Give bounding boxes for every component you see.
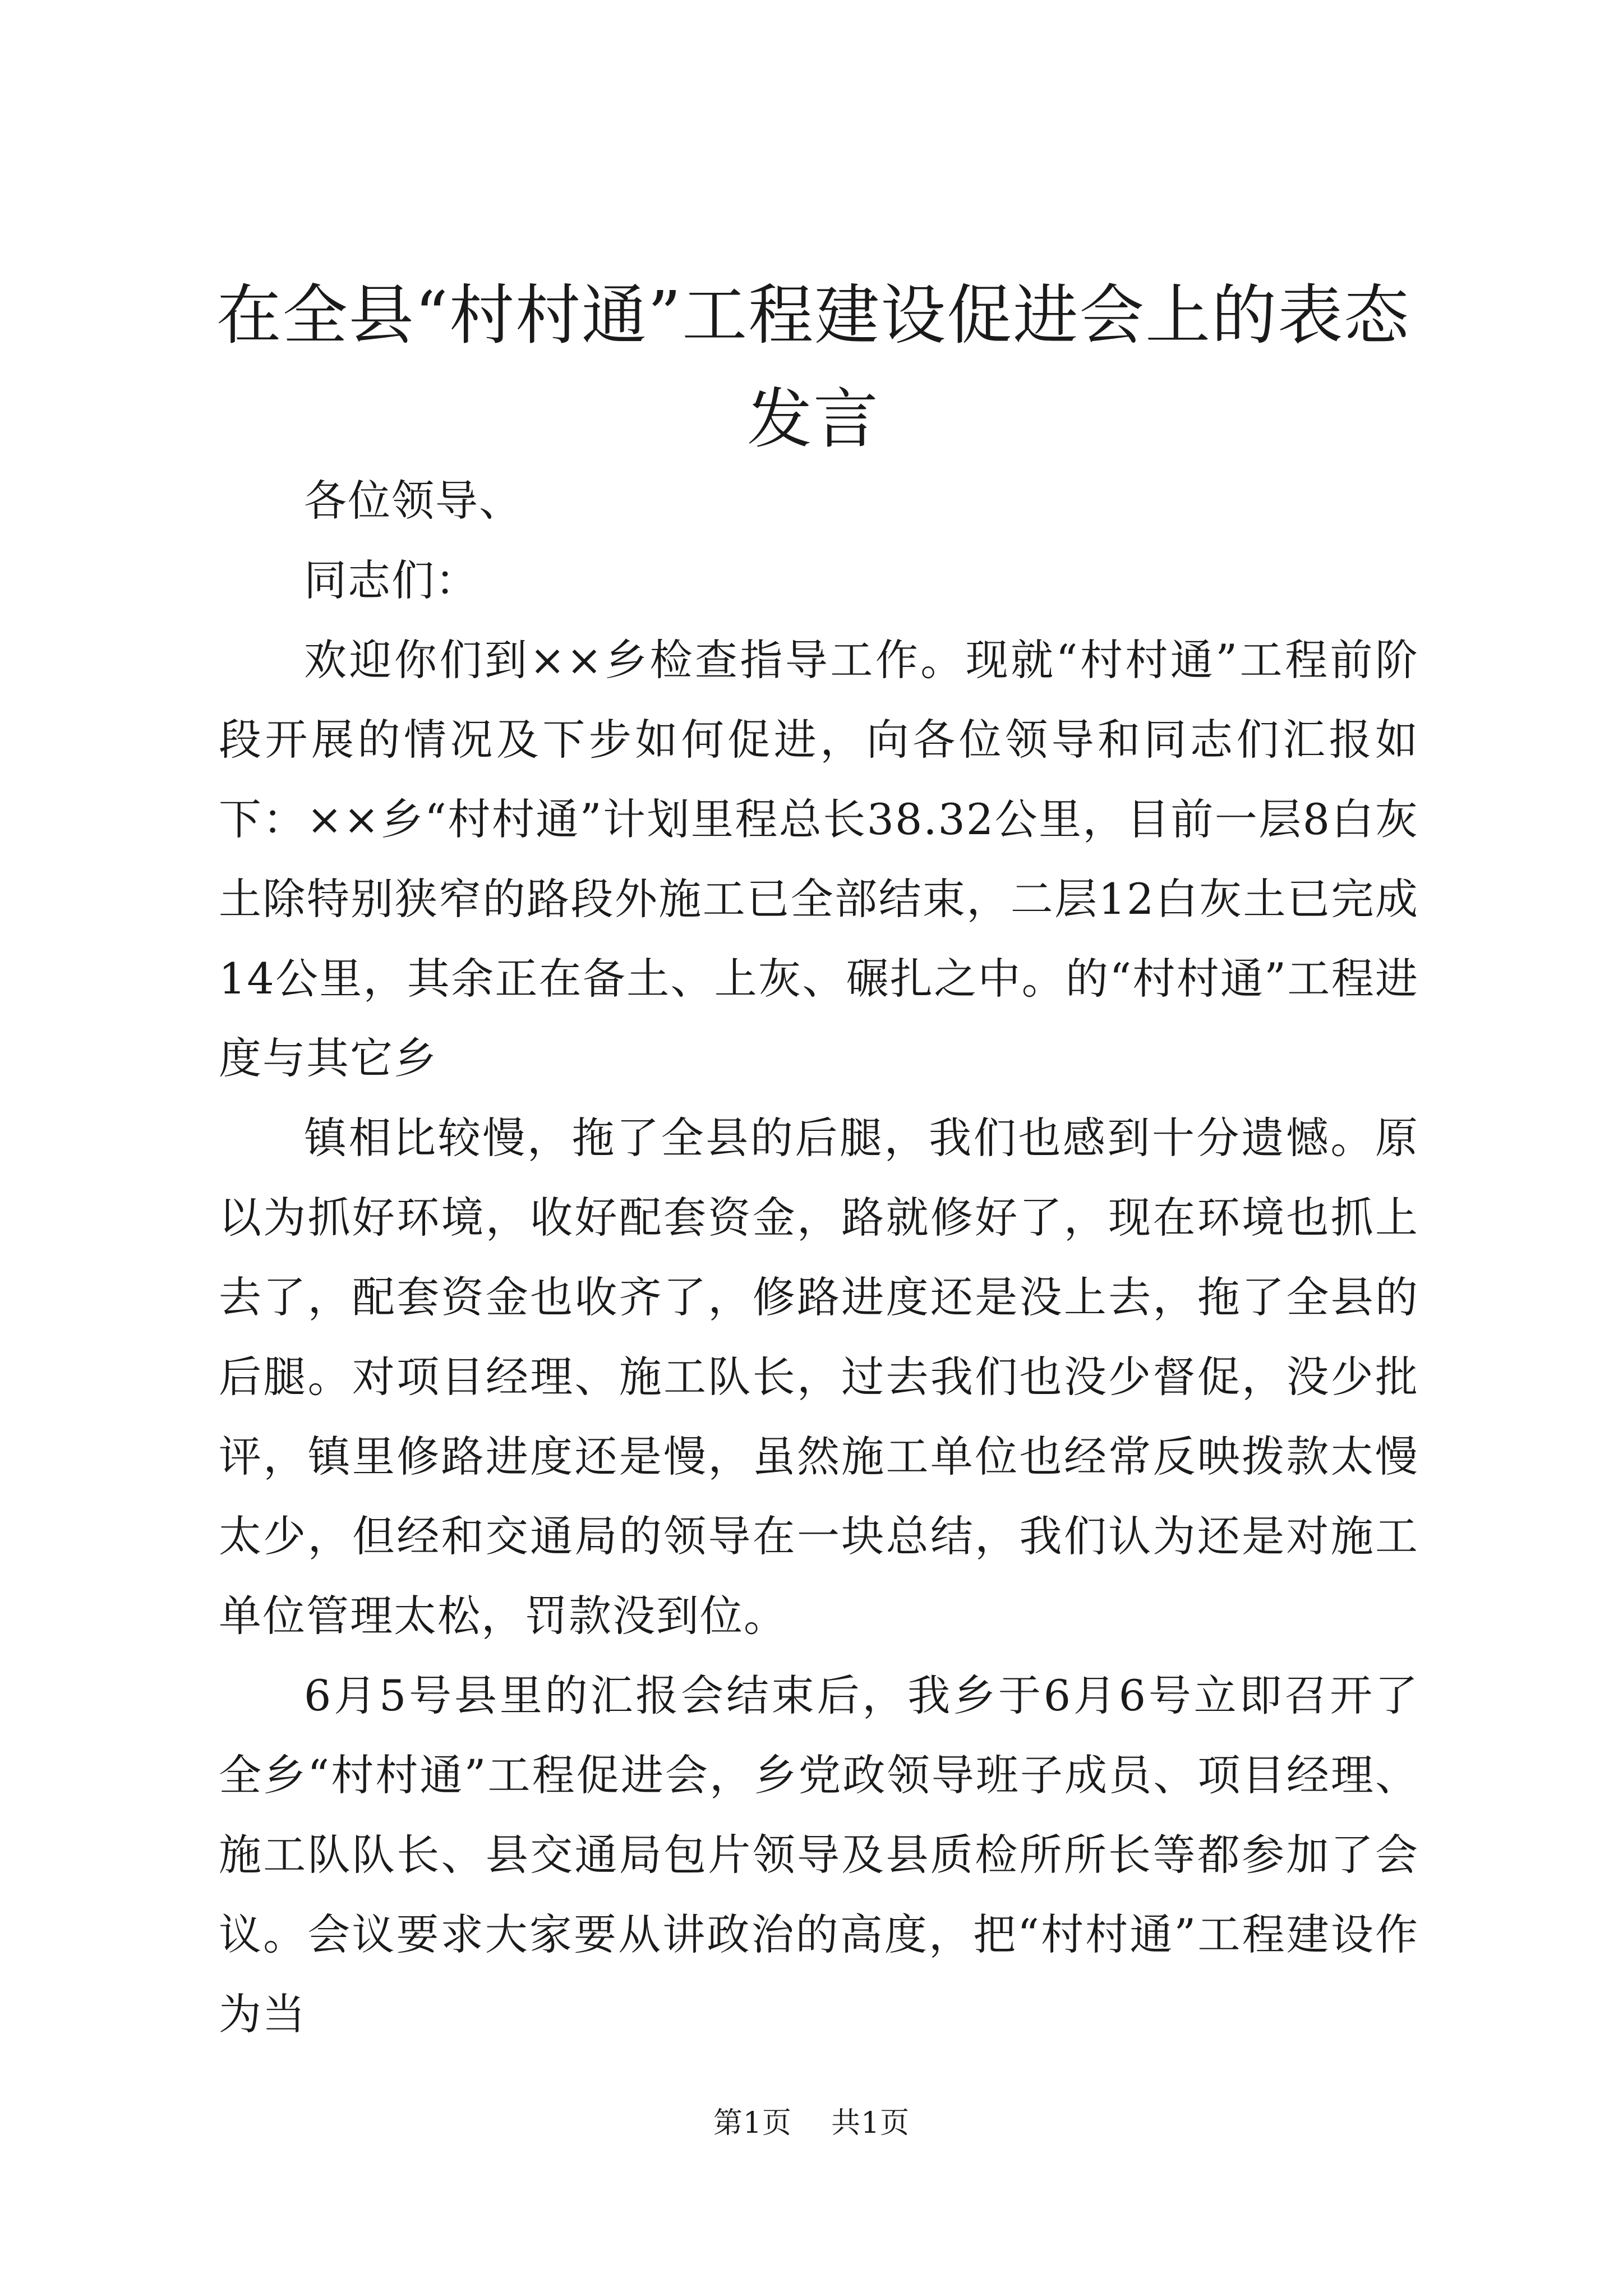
page-number: 第1页 <box>713 2106 792 2140</box>
page-footer <box>0 2104 1623 2143</box>
paragraph-welcome-report: 欢迎你们到××乡检查指导工作。现就“村村通”工程前阶段开展的情况及下步如何促进，向各位领导和同志们汇报如下：××乡“村村通”计划里程总长38.32公里，目前一层8白灰土除特别狭窄的路段外施工已全部结束，二层12白灰土已完成14公里，其余正在备土、上灰、碾扎之中。的“村村通”工程进度与其它乡 <box>219 635 1419 1083</box>
document-title: 在全县“村村通”工程建设促进会上的表态发言 <box>216 278 1410 457</box>
page-total: 共1页 <box>831 2106 910 2140</box>
paragraph-promotion-meeting: 6月5号县里的汇报会结束后，我乡于6月6号立即召开了全乡“村村通”工程促进会，乡党政领导班子成员、项目经理、施工队队长、县交通局包片领导及县质检所所长等都参加了会议。会议要求大家要从讲政治的高度，把“村村通”工程建设作为当 <box>219 1671 1419 2039</box>
document-body <box>219 461 1419 2054</box>
salutation-comrades: 同志们： <box>304 555 479 605</box>
salutation-leaders: 各位领导、 <box>304 476 523 526</box>
paragraph-progress-slow: 镇相比较慢，拖了全县的后腿，我们也感到十分遗憾。原以为抓好环境，收好配套资金，路就修好了，现在环境也抓上去了，配套资金也收齐了，修路进度还是没上去，拖了全县的后腿。对项目经理、施工队长，过去我们也没少督促，没少批评，镇里修路进度还是慢，虽然施工单位也经常反映拨款太慢太少，但经和交通局的领导在一块总结，我们认为还是对施工单位管理太松，罚款没到位。 <box>219 1113 1419 1641</box>
